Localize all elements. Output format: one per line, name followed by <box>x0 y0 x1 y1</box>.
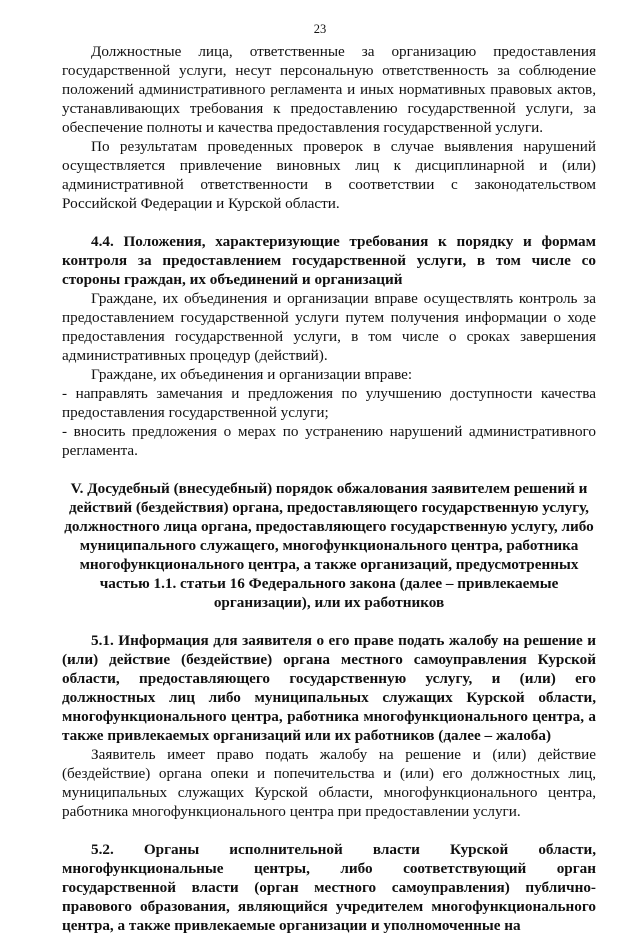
paragraph-inspection-results: По результатам проведенных проверок в случае выявления нарушений осуществляется привлечение виновных лиц к дисциплинарной и (или) административной ответственности в соответствии с законодательством Российской Федерации и Курской области. <box>62 138 596 212</box>
spacer <box>62 460 596 479</box>
paragraph-officials-responsibility: Должностные лица, ответственные за организацию предоставления государственной услуги, несут персональную ответственность за соблюдение положений административного регламента и иных нормативных правовых актов, устанавливающих требования к предоставлению государственной услуги, за обеспечение полноты и качества предоставления государственной услуги. <box>62 43 596 136</box>
section-heading-4-4: 4.4. Положения, характеризующие требования к порядку и формам контроля за предоставлением государственной услуги, в том числе со стороны граждан, их объединений и организаций <box>62 233 596 288</box>
spacer <box>62 612 596 631</box>
document-body <box>62 42 596 935</box>
chapter-heading-v: V. Досудебный (внесудебный) порядок обжалования заявителем решений и действий (бездействия) органа, предоставляющего государственную услугу, должностного лица органа, предоставляющего государственную услугу, либо муниципального служащего, многофункционального центра, работника многофункционального центра, а также организаций, предусмотренных частью 1.1. статьи 16 Федерального закона (далее – привлекаемые организации), или их работников <box>64 480 594 611</box>
list-item-remarks: - направлять замечания и предложения по улучшению доступности качества предоставления государственной услуги; <box>62 385 596 421</box>
paragraph-citizens-control: Граждане, их объединения и организации вправе осуществлять контроль за предоставлением государственной услуги путем получения информации о ходе предоставления государственной услуги, в том числе о сроках завершения административных процедур (действий). <box>62 290 596 364</box>
section-heading-5-2: 5.2. Органы исполнительной власти Курской области, многофункциональные центры, либо соответствующий орган государственной власти (орган местного самоуправления) публично-правового образования, являющийся учредителем многофункционального центра, а также привлекаемые организации и уполномоченные на <box>62 841 596 934</box>
paragraph-citizens-rights: Граждане, их объединения и организации вправе: <box>91 366 413 383</box>
paragraph-complaint-right: Заявитель имеет право подать жалобу на решение и (или) действие (бездействие) органа опеки и попечительства и (или) его должностных лиц, муниципальных служащих Курской области, многофункционального центра, работника многофункционального центра при предоставлении услуги. <box>62 746 596 820</box>
section-heading-5-1: 5.1. Информация для заявителя о его праве подать жалобу на решение и (или) действие (бездействие) органа местного самоуправления Курской области, предоставляющего государственную услугу, и (или) его должностных лиц либо муниципальных служащих Курской области, многофункционального центра, работника многофункционального центра, а также привлекаемых организаций или их работников (далее – жалоба) <box>62 632 596 744</box>
list-item-proposals: - вносить предложения о мерах по устранению нарушений административного регламента. <box>62 423 596 459</box>
spacer <box>62 213 596 232</box>
spacer <box>62 821 596 840</box>
page-number: 23 <box>313 22 327 36</box>
